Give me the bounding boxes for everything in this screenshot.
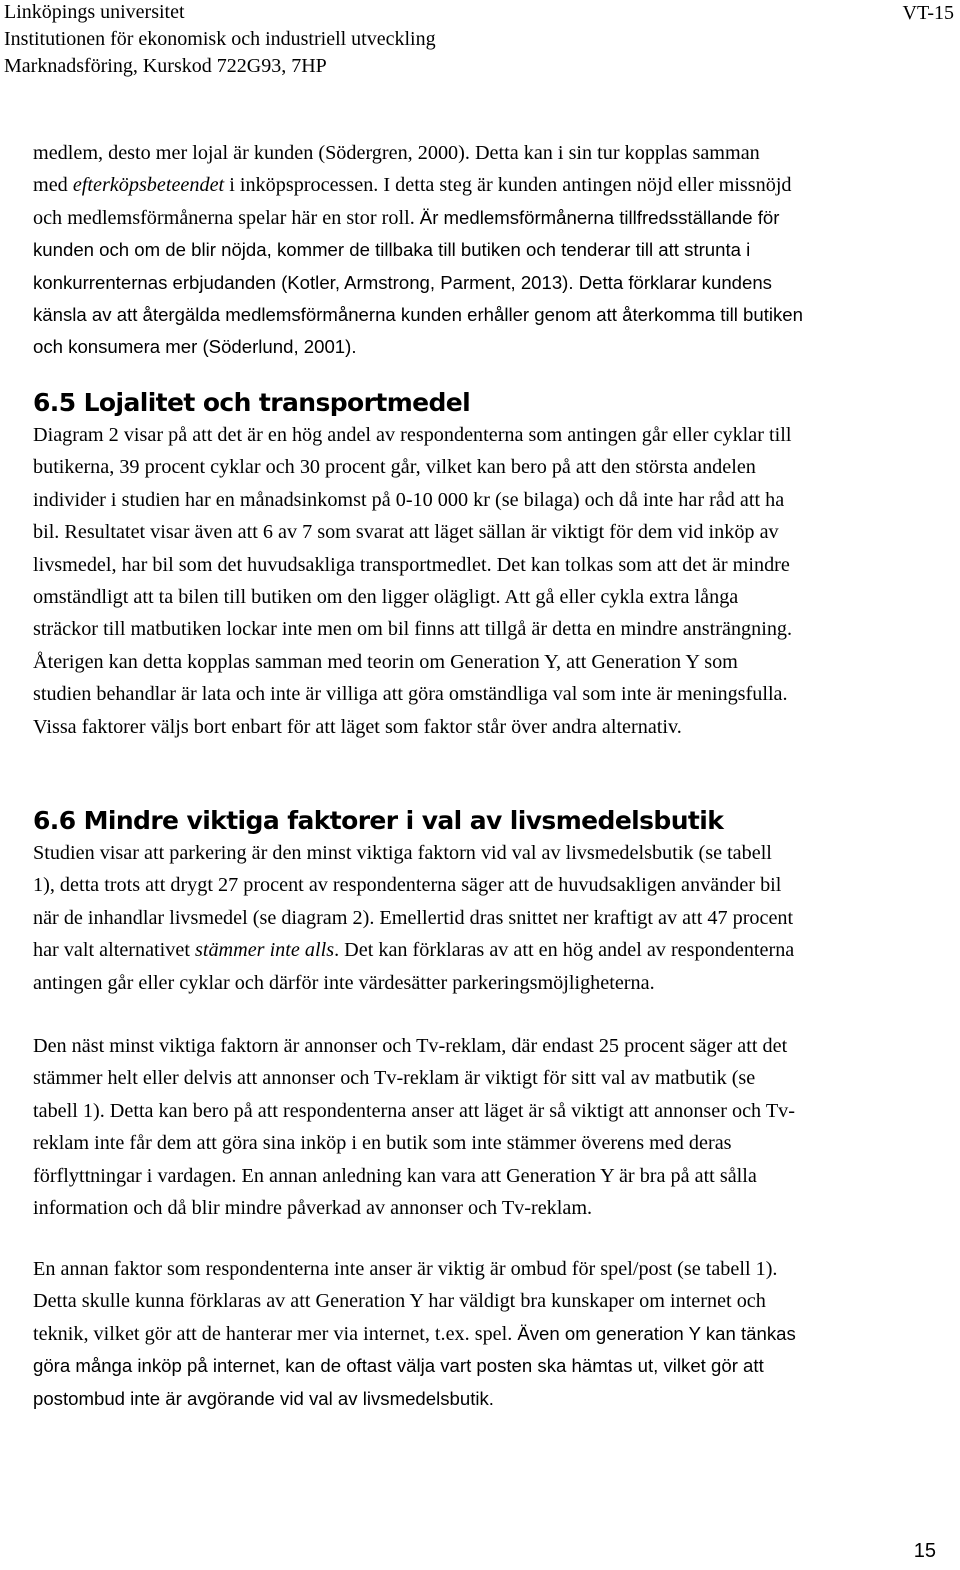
text-line: kunden och om de blir nöjda, kommer de tillbaka till butiken och tenderar till att strunta i xyxy=(33,239,751,261)
text-line: antingen går eller cyklar och därför inte värdesätter parkeringsmöjligheterna. xyxy=(33,971,655,994)
text-line: med efterköpsbeteendet i inköpsprocessen. I detta steg är kunden antingen nöjd eller missnöjd xyxy=(33,174,792,197)
text-line: Återigen kan detta kopplas samman med teorin om Generation Y, att Generation Y som xyxy=(33,650,738,673)
text-line: förflyttningar i vardagen. En annan anledning kan vara att Generation Y är bra på att sålla xyxy=(33,1164,757,1187)
text-line: individer i studien har en månadsinkomst på 0-10 000 kr (se bilaga) och då inte har råd att ha xyxy=(33,488,785,511)
text-line: och medlemsförmånerna spelar här en stor roll. Är medlemsförmånerna tillfredsställande för xyxy=(33,206,780,229)
section-6-6-paragraph-2 xyxy=(33,1030,957,1224)
header-course: Marknadsföring, Kurskod 722G93, 7HP xyxy=(4,55,327,77)
section-6-6-paragraph-3 xyxy=(33,1253,957,1415)
section-6-5-paragraph xyxy=(33,419,957,743)
page-number: 15 xyxy=(913,1540,936,1562)
text-line: tabell 1). Detta kan bero på att respondenterna anser att läget är så viktigt att annonser och Tv- xyxy=(33,1099,795,1122)
section-6-6 xyxy=(33,805,957,999)
text-line: stämmer helt eller delvis att annonser och Tv-reklam är viktigt för sitt val av matbutik (se xyxy=(33,1067,756,1090)
text-line: sträckor till matbutiken lockar inte men om bil finns att tillgå är detta en mindre ansträngning. xyxy=(33,618,793,641)
text-line: göra många inköp på internet, kan de oftast välja vart posten ska hämtas ut, vilket gör att xyxy=(33,1355,764,1377)
header-term: VT-15 xyxy=(902,2,954,24)
text-line: butikerna, 39 procent cyklar och 30 procent går, vilket kan bero på att den största andelen xyxy=(33,456,756,479)
text-line: information och då blir mindre påverkad av annonser och Tv-reklam. xyxy=(33,1197,593,1220)
text-line: och konsumera mer (Söderlund, 2001). xyxy=(33,336,357,358)
text-line: har valt alternativet stämmer inte alls. Det kan förklaras av att en hög andel av respondenterna xyxy=(33,939,795,962)
section-heading: 6.5 Lojalitet och transportmedel xyxy=(33,388,471,417)
text-line: Vissa faktorer väljs bort enbart för att läget som faktor står över andra alternativ. xyxy=(33,715,682,738)
text-line: postombud inte är avgörande vid val av livsmedelsbutik. xyxy=(33,1387,494,1409)
italic-term: stämmer inte alls xyxy=(194,939,335,962)
header-institution: Institutionen för ekonomisk och industriell utveckling xyxy=(4,28,436,50)
text-line: 1), detta trots att drygt 27 procent av respondenterna säger att de huvudsakligen använder bil xyxy=(33,874,782,897)
text-line: Diagram 2 visar på att det är en hög andel av respondenterna som antingen går eller cyklar till xyxy=(33,424,792,446)
text-line: Studien visar att parkering är den minst viktiga faktorn vid val av livsmedelsbutik (se tabell xyxy=(33,842,772,864)
intro-paragraph xyxy=(33,137,957,364)
italic-term: efterköpsbeteendet xyxy=(72,174,225,197)
text-line: omständligt att ta bilen till butiken om den ligger olägligt. Att gå eller cykla extra långa xyxy=(33,586,739,609)
text-line: bil. Resultatet visar även att 6 av 7 som svarat att läget sällan är viktigt för dem vid inköp av xyxy=(33,521,779,544)
section-heading: 6.6 Mindre viktiga faktorer i val av livsmedelsbutik xyxy=(33,806,724,835)
header-university: Linköpings universitet xyxy=(4,1,185,23)
section-6-6-paragraph-1 xyxy=(33,837,957,999)
text-line: känsla av att återgälda medlemsförmånerna kunden erhåller genom att återkomma till butiken xyxy=(33,304,803,326)
text-line: medlem, desto mer lojal är kunden (Södergren, 2000). Detta kan i sin tur kopplas samman xyxy=(33,142,760,164)
text-line: studien behandlar är lata och inte är villiga att göra omständliga val som inte är meningsfulla. xyxy=(33,683,788,706)
text-line: livsmedel, har bil som det huvudsakliga transportmedlet. Det kan tolkas som att det är mindre xyxy=(33,553,790,576)
text-line: Detta skulle kunna förklaras av att Generation Y har väldigt bra kunskaper om internet och xyxy=(33,1290,766,1313)
text-line: när de inhandlar livsmedel (se diagram 2). Emellertid dras snittet ner kraftigt av att 47 procent xyxy=(33,906,794,929)
text-line: En annan faktor som respondenterna inte anser är viktig är ombud för spel/post (se tabell 1). xyxy=(33,1258,778,1280)
text-line: teknik, vilket gör att de hanterar mer via internet, t.ex. spel. Även om generation Y kan tänkas xyxy=(33,1322,796,1345)
text-line: reklam inte får dem att göra sina inköp i en butik som inte stämmer överens med deras xyxy=(33,1132,732,1155)
text-line: konkurrenternas erbjudanden (Kotler, Armstrong, Parment, 2013). Detta förklarar kundens xyxy=(33,271,772,293)
text-line: Den näst minst viktiga faktorn är annonser och Tv-reklam, där endast 25 procent säger att det xyxy=(33,1035,788,1057)
section-6-5 xyxy=(33,387,957,743)
